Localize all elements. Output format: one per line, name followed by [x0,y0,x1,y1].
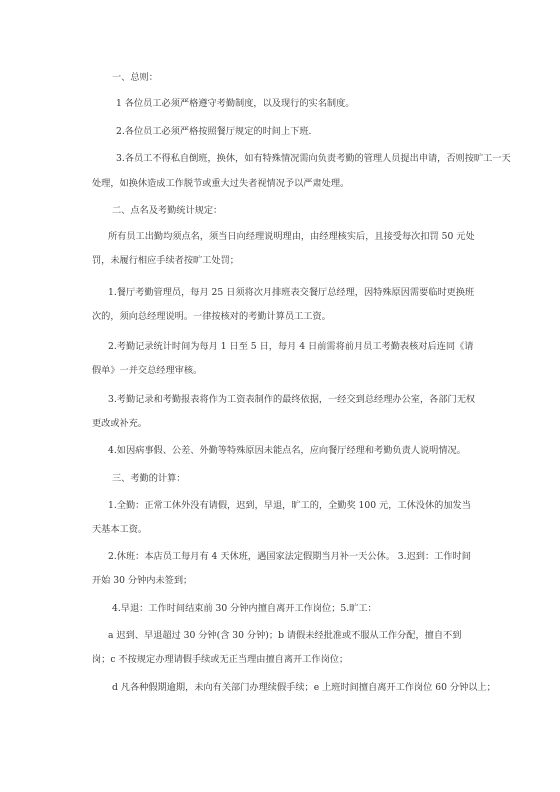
paragraph: 4.早退：工作时间结束前 30 分钟内擅自离开工作岗位；5.旷工： [112,603,377,614]
paragraph: 所有员工出勤均须点名，须当日向经理说明理由，由经理核实后，且接受每次扣罚 50 元处罚，未履行相应手续者按旷工处罚； [92,231,475,266]
paragraph: 处理，如换休造成工作脱节或重大过失者视情况予以严肃处理。 [92,178,350,189]
paragraph: 1.全勤：正常工休外没有请假，迟到，早退，旷工的，全勤奖 100 元，工休没休的加发当天基本工资。 [92,500,471,535]
paragraph: 2.休班：本店员工每月有 4 天休班，遇国家法定假期当月补一天公休。 3.迟到：工作时间开始 30 分钟内未签到； [92,551,471,586]
paragraph: 4.如因病事假、公差、外勤等特殊原因未能点名，应向餐厅经理和考勤负责人说明情况。 [108,445,466,456]
paragraph: 2.各位员工必须严格按照餐厅规定的时间上下班. [116,126,312,137]
section-heading-general: 一、总则： [112,72,158,83]
paragraph: 3.各员工不得私自倒班，换休，如有特殊情况需向负责考勤的管理人员提出申请，否则按旷工一天 [116,153,511,164]
paragraph: 1.餐厅考勤管理员，每月 25 日须将次月排班表交餐厅总经理，因特殊原因需要临时更换班次的，须向总经理说明。一律按核对的考勤计算员工工资。 [92,287,475,322]
paragraph: 3.考勤记录和考勤报表将作为工资表制作的最终依据，一经交到总经理办公室，各部门无权更改或补充。 [92,394,476,429]
paragraph: 1 各位员工必须严格遵守考勤制度，以及现行的实名制度。 [116,98,355,109]
paragraph: a 迟到、早退超过 30 分钟(含 30 分钟)；b 请假未经批准或不服从工作分配，擅自不到岗；c 不按规定办理请假手续或无正当理由擅自离开工作岗位； [92,630,462,665]
section-heading-attendance-rules: 二、点名及考勤统计规定： [112,205,223,216]
section-heading-calculation: 三、考勤的计算： [112,473,186,484]
paragraph: d 凡各种假期逾期，未向有关部门办理续假手续；e 上班时间擅自离开工作岗位 60 分钟以上； [112,682,496,693]
paragraph: 2.考勤记录统计时间为每月 1 日至 5 日，每月 4 日前需将前月员工考勤表核对后连同《请假单》一并交总经理审核。 [92,341,474,376]
